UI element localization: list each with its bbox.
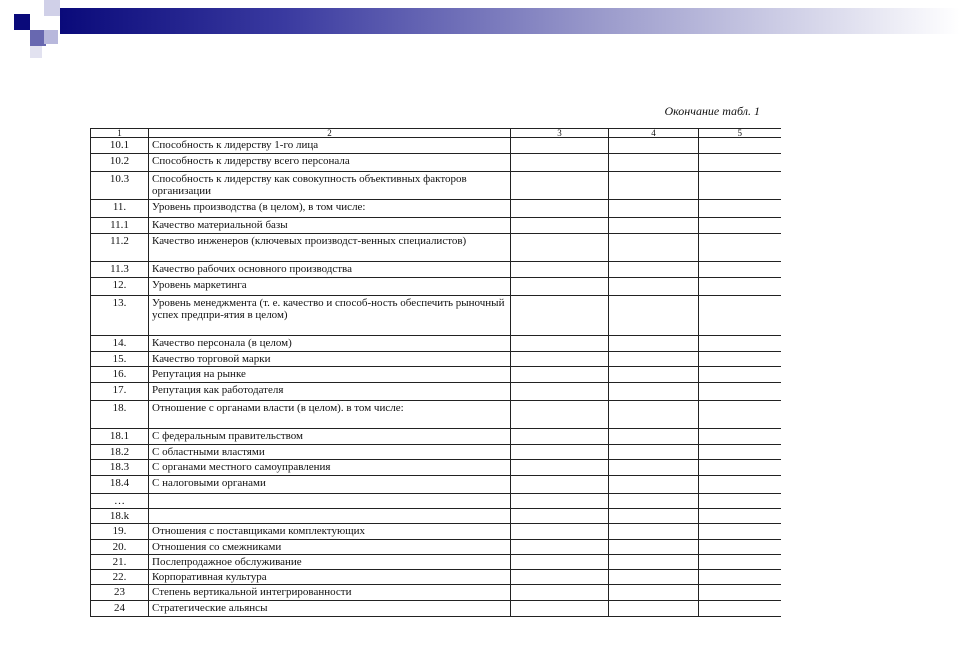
empty-score-cell [511,336,609,352]
empty-score-cell [609,570,699,585]
row-criterion: Качество торговой марки [149,352,511,367]
row-criterion: С органами местного самоуправления [149,460,511,476]
row-number: 23 [91,585,149,601]
row-criterion: Способность к лидерству как совокупность объективных факторов организации [149,172,511,200]
table-row [91,555,781,570]
row-number: 14. [91,336,149,352]
row-criterion: С налоговыми органами [149,476,511,494]
row-criterion: Степень вертикальной интегрированности [149,585,511,601]
row-number: 10.3 [91,172,149,200]
empty-score-cell [511,154,609,172]
empty-score-cell [511,234,609,262]
table-row [91,262,781,278]
row-number: 20. [91,540,149,555]
empty-score-cell [609,383,699,401]
empty-score-cell [511,460,609,476]
empty-score-cell [511,429,609,445]
row-criterion: С федеральным правительством [149,429,511,445]
empty-score-cell [699,524,781,540]
table-row [91,383,781,401]
empty-score-cell [699,570,781,585]
row-number: 16. [91,367,149,383]
table-row [91,476,781,494]
empty-score-cell [511,494,609,509]
decor-square [44,30,58,44]
table-row [91,336,781,352]
empty-score-cell [511,278,609,296]
row-criterion: Отношения со смежниками [149,540,511,555]
empty-score-cell [699,601,781,617]
empty-score-cell [511,296,609,336]
empty-score-cell [511,367,609,383]
empty-score-cell [511,138,609,154]
table-row [91,509,781,524]
table-row [91,200,781,218]
decor-square [44,0,60,16]
empty-score-cell [699,352,781,367]
empty-score-cell [511,476,609,494]
empty-score-cell [609,154,699,172]
row-number: 10.1 [91,138,149,154]
table-header-row [91,129,781,138]
table-row [91,234,781,262]
row-criterion: Отношение с органами власти (в целом). в том числе: [149,401,511,429]
empty-score-cell [699,540,781,555]
header-gradient-bar [60,8,960,34]
table-row [91,524,781,540]
empty-score-cell [511,540,609,555]
row-criterion: Качество материальной базы [149,218,511,234]
empty-score-cell [609,234,699,262]
empty-score-cell [699,445,781,460]
empty-score-cell [699,200,781,218]
empty-score-cell [699,367,781,383]
row-criterion [149,494,511,509]
empty-score-cell [699,234,781,262]
empty-score-cell [609,296,699,336]
row-criterion: Репутация как работодателя [149,383,511,401]
empty-score-cell [511,383,609,401]
decor-square [30,46,42,58]
empty-score-cell [699,262,781,278]
row-number: 22. [91,570,149,585]
row-number: 15. [91,352,149,367]
row-number: 18.2 [91,445,149,460]
row-number: 24 [91,601,149,617]
table-row [91,601,781,617]
empty-score-cell [511,585,609,601]
row-criterion: Репутация на рынке [149,367,511,383]
empty-score-cell [699,460,781,476]
column-header: 3 [511,129,609,138]
table-row [91,352,781,367]
empty-score-cell [609,509,699,524]
table-caption: Окончание табл. 1 [664,104,760,118]
empty-score-cell [699,172,781,200]
empty-score-cell [609,445,699,460]
empty-score-cell [511,445,609,460]
empty-score-cell [699,509,781,524]
empty-score-cell [699,138,781,154]
row-number: 18.1 [91,429,149,445]
empty-score-cell [511,401,609,429]
empty-score-cell [511,262,609,278]
empty-score-cell [609,476,699,494]
empty-score-cell [609,555,699,570]
decor-square [14,14,30,30]
table-row [91,278,781,296]
empty-score-cell [699,154,781,172]
row-criterion: Уровень маркетинга [149,278,511,296]
table-row [91,218,781,234]
table-row [91,570,781,585]
empty-score-cell [609,524,699,540]
row-number: 18. [91,401,149,429]
table-row [91,460,781,476]
empty-score-cell [699,278,781,296]
empty-score-cell [699,555,781,570]
table-row [91,138,781,154]
empty-score-cell [609,494,699,509]
empty-score-cell [511,555,609,570]
empty-score-cell [609,460,699,476]
table-row [91,494,781,509]
table-row [91,367,781,383]
row-number: 13. [91,296,149,336]
empty-score-cell [699,476,781,494]
empty-score-cell [609,429,699,445]
row-criterion: Послепродажное обслуживание [149,555,511,570]
empty-score-cell [609,138,699,154]
empty-score-cell [609,401,699,429]
empty-score-cell [699,494,781,509]
row-criterion: Качество персонала (в целом) [149,336,511,352]
empty-score-cell [699,296,781,336]
row-number: 18.4 [91,476,149,494]
empty-score-cell [609,601,699,617]
empty-score-cell [511,172,609,200]
table-row [91,154,781,172]
empty-score-cell [609,336,699,352]
row-number: 11.3 [91,262,149,278]
empty-score-cell [609,585,699,601]
empty-score-cell [699,218,781,234]
row-number: … [91,494,149,509]
row-criterion: Качество рабочих основного производства [149,262,511,278]
row-number: 11.1 [91,218,149,234]
row-criterion: Отношения с поставщиками комплектующих [149,524,511,540]
table-row [91,401,781,429]
empty-score-cell [609,540,699,555]
empty-score-cell [511,218,609,234]
row-number: 19. [91,524,149,540]
empty-score-cell [511,524,609,540]
row-criterion: Качество инженеров (ключевых производст-венных специалистов) [149,234,511,262]
row-number: 18.3 [91,460,149,476]
row-criterion: Стратегические альянсы [149,601,511,617]
row-criterion: Корпоративная культура [149,570,511,585]
row-criterion: Способность к лидерству 1-го лица [149,138,511,154]
empty-score-cell [609,172,699,200]
empty-score-cell [511,570,609,585]
empty-score-cell [511,200,609,218]
row-criterion: С областными властями [149,445,511,460]
row-number: 21. [91,555,149,570]
table-row [91,540,781,555]
empty-score-cell [699,383,781,401]
empty-score-cell [609,367,699,383]
column-header: 2 [149,129,511,138]
table-row [91,296,781,336]
row-criterion: Уровень менеджмента (т. е. качество и способ-ность обеспечить рыночный успех предпри-ятия в целом) [149,296,511,336]
criteria-table [90,128,781,617]
column-header: 5 [699,129,781,138]
table-row [91,429,781,445]
table-row [91,445,781,460]
empty-score-cell [609,218,699,234]
row-criterion: Способность к лидерству всего персонала [149,154,511,172]
column-header: 1 [91,129,149,138]
empty-score-cell [609,352,699,367]
column-header: 4 [609,129,699,138]
row-number: 18.k [91,509,149,524]
empty-score-cell [511,601,609,617]
row-number: 11.2 [91,234,149,262]
empty-score-cell [511,509,609,524]
empty-score-cell [609,278,699,296]
row-number: 11. [91,200,149,218]
empty-score-cell [699,401,781,429]
empty-score-cell [511,352,609,367]
row-number: 10.2 [91,154,149,172]
empty-score-cell [699,336,781,352]
empty-score-cell [699,429,781,445]
table-row [91,585,781,601]
row-criterion: Уровень производства (в целом), в том числе: [149,200,511,218]
row-number: 17. [91,383,149,401]
row-number: 12. [91,278,149,296]
empty-score-cell [699,585,781,601]
empty-score-cell [609,262,699,278]
empty-score-cell [609,200,699,218]
row-criterion [149,509,511,524]
table-row [91,172,781,200]
